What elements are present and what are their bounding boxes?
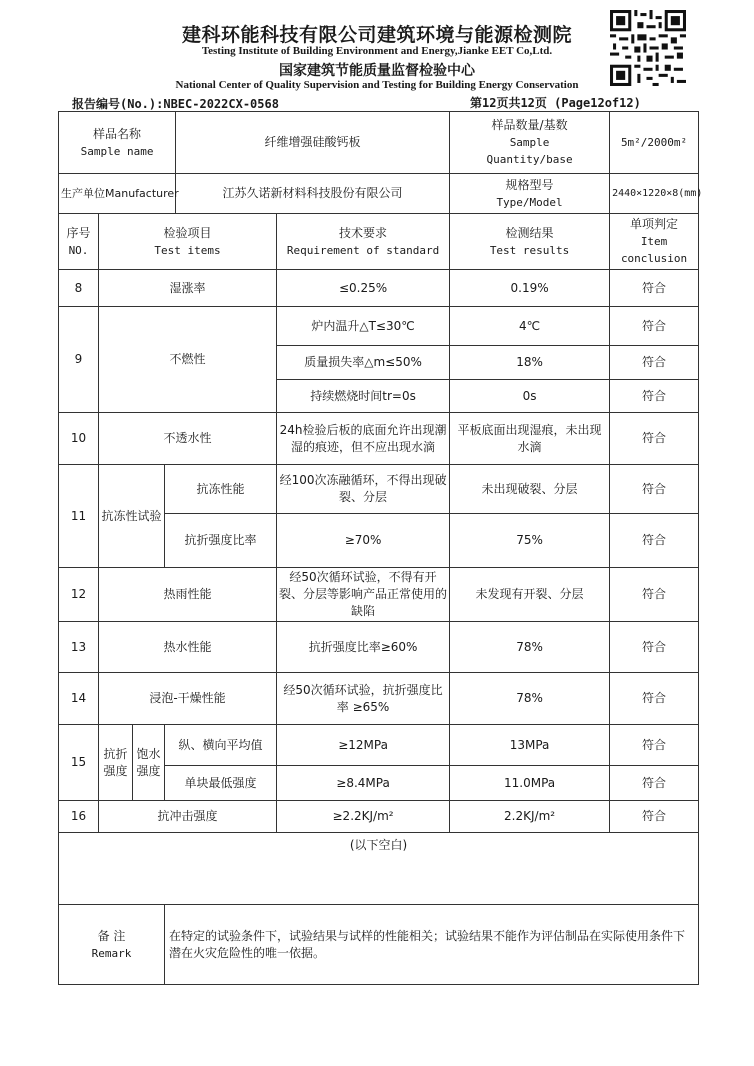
row-number: 15 xyxy=(59,725,99,801)
result: 平板底面出现湿痕，未出现水滴 xyxy=(450,413,610,465)
test-subitem: 纵、横向平均值 xyxy=(165,725,277,766)
requirement: 经50次循环试验，不得有开裂、分层等影响产品正常使用的缺陷 xyxy=(277,568,450,622)
requirement: 经50次循环试验，抗折强度比率 ≥65% xyxy=(277,673,450,725)
conclusion: 符合 xyxy=(610,413,699,465)
row-number: 12 xyxy=(59,568,99,622)
row-number: 16 xyxy=(59,801,99,833)
model-value: 2440×1220×8(mm) xyxy=(610,174,699,214)
requirement: 24h检验后板的底面允许出现潮湿的痕迹，但不应出现水滴 xyxy=(277,413,450,465)
requirement: ≥2.2KJ/m² xyxy=(277,801,450,833)
test-subitem: 单块最低强度 xyxy=(165,766,277,801)
table-row xyxy=(59,307,699,346)
test-item: 浸泡-干燥性能 xyxy=(99,673,277,725)
row-number: 9 xyxy=(59,307,99,413)
page-info: 第12页共12页 (Page12of12) xyxy=(470,96,641,110)
column-header-row xyxy=(59,214,699,270)
col-header-item: 检验项目 Test items xyxy=(99,214,277,270)
result: 未出现破裂、分层 xyxy=(450,465,610,514)
test-subitem: 抗冻性能 xyxy=(165,465,277,514)
sample-info-row xyxy=(59,112,699,174)
conclusion: 符合 xyxy=(610,346,699,380)
table-row xyxy=(59,568,699,622)
requirement: ≥70% xyxy=(277,514,450,568)
result: 0.19% xyxy=(450,270,610,307)
col-header-no: 序号 NO. xyxy=(59,214,99,270)
requirement: 炉内温升△T≤30℃ xyxy=(277,307,450,346)
conclusion: 符合 xyxy=(610,270,699,307)
table-row xyxy=(59,465,699,514)
conclusion: 符合 xyxy=(610,380,699,413)
manufacturer-row xyxy=(59,174,699,214)
requirement: 持续燃烧时间tr=0s xyxy=(277,380,450,413)
test-item: 热水性能 xyxy=(99,622,277,673)
row-number: 14 xyxy=(59,673,99,725)
row-number: 13 xyxy=(59,622,99,673)
result: 18% xyxy=(450,346,610,380)
test-subitem: 抗折强度比率 xyxy=(165,514,277,568)
qr-code-icon xyxy=(610,10,686,86)
requirement: 抗折强度比率≥60% xyxy=(277,622,450,673)
sample-name-value: 纤维增强硅酸钙板 xyxy=(176,112,450,174)
table-row xyxy=(59,270,699,307)
quantity-label: 样品数量/基数 Sample Quantity/base xyxy=(450,112,610,174)
result: 13MPa xyxy=(450,725,610,766)
report-number: 报告编号(No.):NBEC-2022CX-0568 xyxy=(72,97,279,111)
result: 78% xyxy=(450,673,610,725)
remark-text: 在特定的试验条件下，试验结果与试样的性能相关；试验结果不能作为评估制品在实际使用条件下潜在火灾危险性的唯一依据。 xyxy=(165,905,699,985)
manufacturer-label: 生产单位Manufacturer xyxy=(59,174,176,214)
result: 2.2KJ/m² xyxy=(450,801,610,833)
test-item: 抗冻性试验 xyxy=(99,465,165,568)
test-item: 抗冲击强度 xyxy=(99,801,277,833)
table-row xyxy=(59,413,699,465)
conclusion: 符合 xyxy=(610,622,699,673)
result: 75% xyxy=(450,514,610,568)
conclusion: 符合 xyxy=(610,673,699,725)
requirement: ≥12MPa xyxy=(277,725,450,766)
conclusion: 符合 xyxy=(610,568,699,622)
requirement: ≤0.25% xyxy=(277,270,450,307)
result: 未发现有开裂、分层 xyxy=(450,568,610,622)
test-item-sub: 饱水强度 xyxy=(133,725,165,801)
table-row xyxy=(59,725,699,766)
table-row xyxy=(59,801,699,833)
requirement: 质量损失率△m≤50% xyxy=(277,346,450,380)
conclusion: 符合 xyxy=(610,514,699,568)
institute-name-cn: 建科环能科技有限公司建筑环境与能源检测院 xyxy=(181,24,572,46)
center-name-en: National Center of Quality Supervision and Testing for Building Energy Conservation xyxy=(175,79,579,91)
conclusion: 符合 xyxy=(610,801,699,833)
model-label: 规格型号 Type/Model xyxy=(450,174,610,214)
test-item: 热雨性能 xyxy=(99,568,277,622)
requirement: 经100次冻融循环，不得出现破裂、分层 xyxy=(277,465,450,514)
result: 4℃ xyxy=(450,307,610,346)
table-row xyxy=(59,673,699,725)
blank-note: (以下空白) xyxy=(59,833,699,905)
result: 11.0MPa xyxy=(450,766,610,801)
quantity-value: 5m²/2000m² xyxy=(610,112,699,174)
col-header-requirement: 技术要求 Requirement of standard xyxy=(277,214,450,270)
test-item: 湿涨率 xyxy=(99,270,277,307)
conclusion: 符合 xyxy=(610,725,699,766)
table-row xyxy=(59,622,699,673)
sample-name-label: 样品名称 Sample name xyxy=(59,112,176,174)
result: 78% xyxy=(450,622,610,673)
result: 0s xyxy=(450,380,610,413)
test-item: 不燃性 xyxy=(99,307,277,413)
center-name-cn: 国家建筑节能质量监督检验中心 xyxy=(279,63,475,79)
conclusion: 符合 xyxy=(610,307,699,346)
remark-row xyxy=(59,905,699,985)
row-number: 8 xyxy=(59,270,99,307)
row-number: 11 xyxy=(59,465,99,568)
conclusion: 符合 xyxy=(610,766,699,801)
institute-name-en: Testing Institute of Building Environment and Energy,Jianke EET Co,Ltd. xyxy=(201,45,553,57)
row-number: 10 xyxy=(59,413,99,465)
test-item: 抗折强度 xyxy=(99,725,133,801)
conclusion: 符合 xyxy=(610,465,699,514)
col-header-result: 检测结果 Test results xyxy=(450,214,610,270)
col-header-conclusion: 单项判定 Item conclusion xyxy=(610,214,699,270)
requirement: ≥8.4MPa xyxy=(277,766,450,801)
remark-label: 备 注 Remark xyxy=(59,905,165,985)
test-report-table xyxy=(58,111,703,985)
blank-row xyxy=(59,833,699,905)
manufacturer-value: 江苏久诺新材料科技股份有限公司 xyxy=(176,174,450,214)
test-item: 不透水性 xyxy=(99,413,277,465)
